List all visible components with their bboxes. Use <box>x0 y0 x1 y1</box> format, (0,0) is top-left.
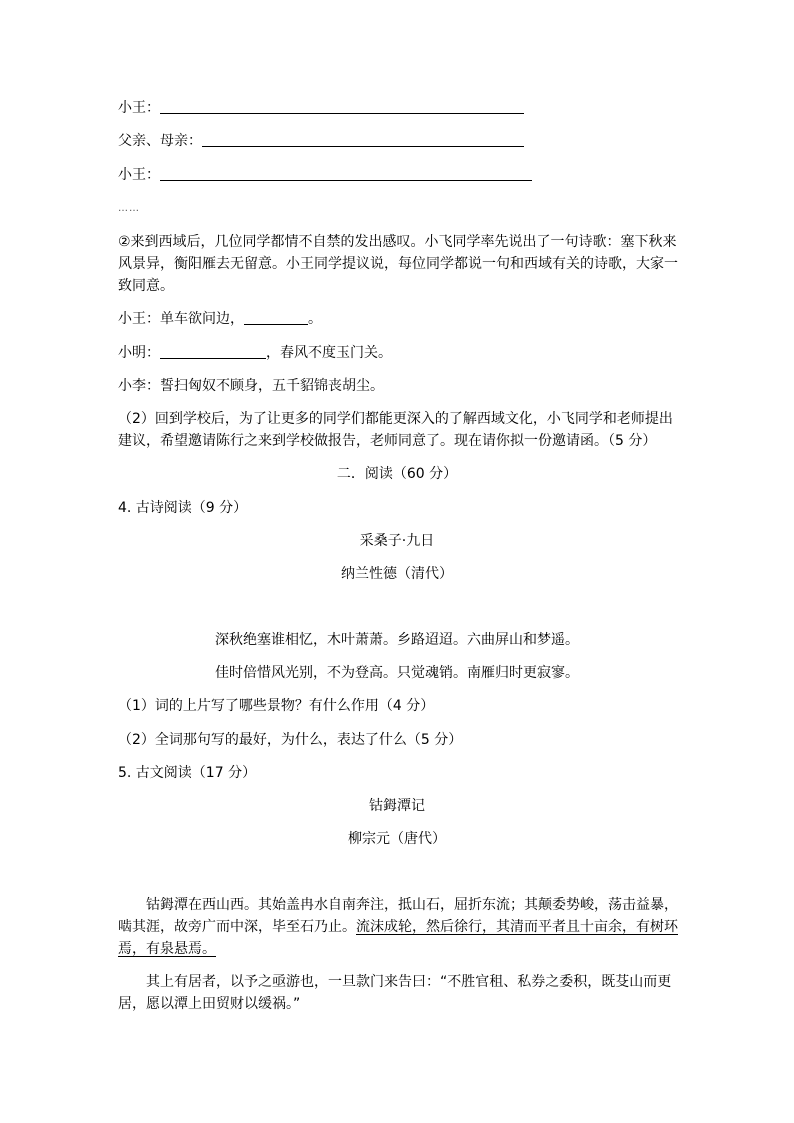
speaker-label: 小明： <box>118 345 160 361</box>
paragraph-1-line-1: 钴鉧潭在西山西。其始盖冉水自南奔注，抵山石，屈折东流；其颠委势峻，荡击益暴， <box>146 897 678 913</box>
dialogue-line-3 <box>118 166 532 184</box>
speaker-label: 小王： <box>118 167 160 183</box>
q2-intro-line-3: 致同意。 <box>118 278 174 294</box>
q3-2-line-2: 建议，希望邀请陈行之来到学校做报告，老师同意了。现在请你拟一份邀请函。（5 分） <box>118 433 657 449</box>
wang-poem-line <box>118 310 322 328</box>
q2-intro-line-2: 风景异，衡阳雁去无留意。小王同学提议说，每位同学都说一句和西域有关的诗歌，大家一 <box>118 256 678 272</box>
q3-2-line-1: （2）回到学校后，为了让更多的同学们都能更深入的了解西域文化，小飞同学和老师提出 <box>118 411 673 427</box>
ming-poem-line <box>118 344 392 362</box>
poem-text: 。 <box>308 311 322 327</box>
answer-blank[interactable] <box>160 344 266 359</box>
paragraph-2-line-2: 居，愿以潭上田贸财以缓祸。” <box>118 996 301 1012</box>
poem-text: 单车欲问边， <box>160 311 244 327</box>
q4-sub-question-1: （1）词的上片写了哪些景物？有什么作用（4 分） <box>118 698 435 714</box>
poem-text: ，春风不度玉门关。 <box>266 345 392 361</box>
answer-blank[interactable] <box>160 99 524 114</box>
prose-title: 钴鉧潭记 <box>369 798 425 814</box>
q4-heading: 4. 古诗阅读（9 分） <box>118 500 248 516</box>
prose-text: 啮其涯，故旁广而中深，毕至石乃止。 <box>118 919 356 935</box>
ellipsis: …… <box>118 203 140 214</box>
poem-title: 采桑子·九日 <box>359 533 435 549</box>
q5-heading: 5. 古文阅读（17 分） <box>118 765 257 781</box>
speaker-label: 小王： <box>118 100 160 116</box>
paragraph-1-line-3 <box>118 940 216 958</box>
poem-line-2: 佳时倍惜风光别，不为登高。只觉魂销。南雁归时更寂寥。 <box>215 665 579 681</box>
dialogue-line-2 <box>118 132 524 150</box>
q4-sub-question-2: （2）全词那句写的最好，为什么，表达了什么（5 分） <box>118 732 463 748</box>
paragraph-2-line-1: 其上有居者，以予之亟游也，一旦款门来告曰：“不胜官租、私券之委积，既芟山而更 <box>146 974 672 990</box>
underlined-passage: 焉，有泉悬焉。 <box>118 941 216 957</box>
speaker-label: 小李： <box>118 378 160 394</box>
poem-line-1: 深秋绝塞谁相忆，木叶萧萧。乡路迢迢。六曲屏山和梦遥。 <box>215 632 579 648</box>
answer-blank[interactable] <box>244 310 308 325</box>
dialogue-line-1 <box>118 99 524 117</box>
prose-author: 柳宗元（唐代） <box>348 831 446 847</box>
paragraph-1-line-2 <box>118 918 678 936</box>
section-title: 二．阅读（60 分） <box>336 466 458 482</box>
underlined-passage: 流沫成轮，然后徐行，其清而平者且十亩余，有树环 <box>356 919 678 935</box>
speaker-label: 父亲、母亲： <box>118 133 202 149</box>
answer-blank[interactable] <box>160 166 532 181</box>
poem-text: 誓扫匈奴不顾身，五千貂锦丧胡尘。 <box>160 378 384 394</box>
answer-blank[interactable] <box>202 132 524 147</box>
q2-intro-line-1: ②来到西域后，几位同学都情不自禁的发出感叹。小飞同学率先说出了一句诗歌：塞下秋来 <box>118 234 677 250</box>
li-poem-line <box>118 377 384 395</box>
poem-author: 纳兰性德（清代） <box>341 566 453 582</box>
speaker-label: 小王： <box>118 311 160 327</box>
